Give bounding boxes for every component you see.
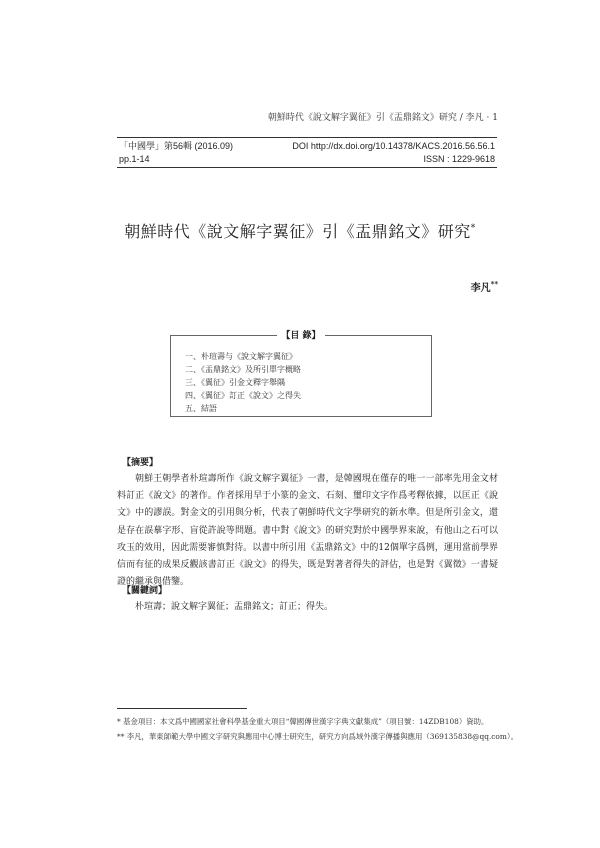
toc-heading-text: 【目 錄】 [277,331,324,341]
paper-title-text: 朝鮮時代《說文解字翼征》引《盂鼎銘文》研究 [124,222,471,241]
author-footnote-mark: ** [490,279,498,289]
abstract-text: 朝鮮王朝學者朴瑄壽所作《說文解字翼征》一書，是韓國現在僅存的唯一一部率先用金文材料訂正《說文》的著作。作者採用早于小篆的金文、石刻、璽印文字作爲考釋依據，以匡正《說文》中的謬誤。對金文的引用與分析，代表了朝鮮時代文字學研究的新水準。但是所引金文，還是存在誤摹字形、盲從許說等問題。書中對《說文》的研究對於中國學界來說，有他山之石可以攻玉的效用，因此需要審慎對待。以書中所引用《盂鼎銘文》中的12個單字爲例，運用當前學界信而有征的成果反觀該書訂正《說文》的得失，既是對著者得失的評估，也是對《翼徵》一書疑證的繼承與借鑒。 [117,474,498,588]
footnote-funding: * 基金項目：本文爲中國國家社會科學基金重大項目“韓國傳世漢字字典文獻集成”（項目號：14ZDB108）資助。 [117,717,489,726]
abstract-label: 【摘要】 [122,458,159,468]
paper-title [0,219,600,242]
table-of-contents [170,331,432,417]
toc-heading [171,328,431,341]
doi: DOI http://dx.doi.org/10.14378/KACS.2016.56.56.1 [292,141,495,151]
toc-item: 五、結語 [185,404,217,413]
author [471,279,498,294]
footnote-author: ** 李凡，華東師範大學中國文字研究與應用中心博士研究生，研究方向爲域外漢字傳播與應用（369135838@qq.com）。 [117,732,518,741]
title-footnote-mark: * [470,223,476,234]
toc-item: 四、《翼征》訂正《說文》之得失 [185,391,301,400]
keywords-text: 朴瑄壽；說文解字翼征；盂鼎銘文；訂正；得失。 [135,602,334,612]
meta-row-top [117,140,497,153]
toc-item: 三、《翼征》引金文釋字舉隅 [185,378,285,387]
issn: ISSN : 1229-9618 [423,154,495,164]
running-header: 朝鮮時代《說文解字翼征》引《盂鼎銘文》研究 / 李凡 · 1 [267,113,498,123]
toc-list [185,350,301,415]
author-name: 李凡 [470,283,491,294]
meta-row-bottom [117,153,497,166]
footnote-divider [117,708,247,709]
page-range: pp.1-14 [119,154,150,164]
keywords-label: 【關鍵詞】 [122,586,168,596]
journal-meta-box [117,137,497,168]
toc-item: 二、《盂鼎銘文》及所引單字概略 [185,365,301,374]
toc-item: 一、朴瑄壽与《說文解字翼征》 [185,352,297,361]
journal-issue: 「中國學」第56輯 (2016.09) [119,141,234,151]
